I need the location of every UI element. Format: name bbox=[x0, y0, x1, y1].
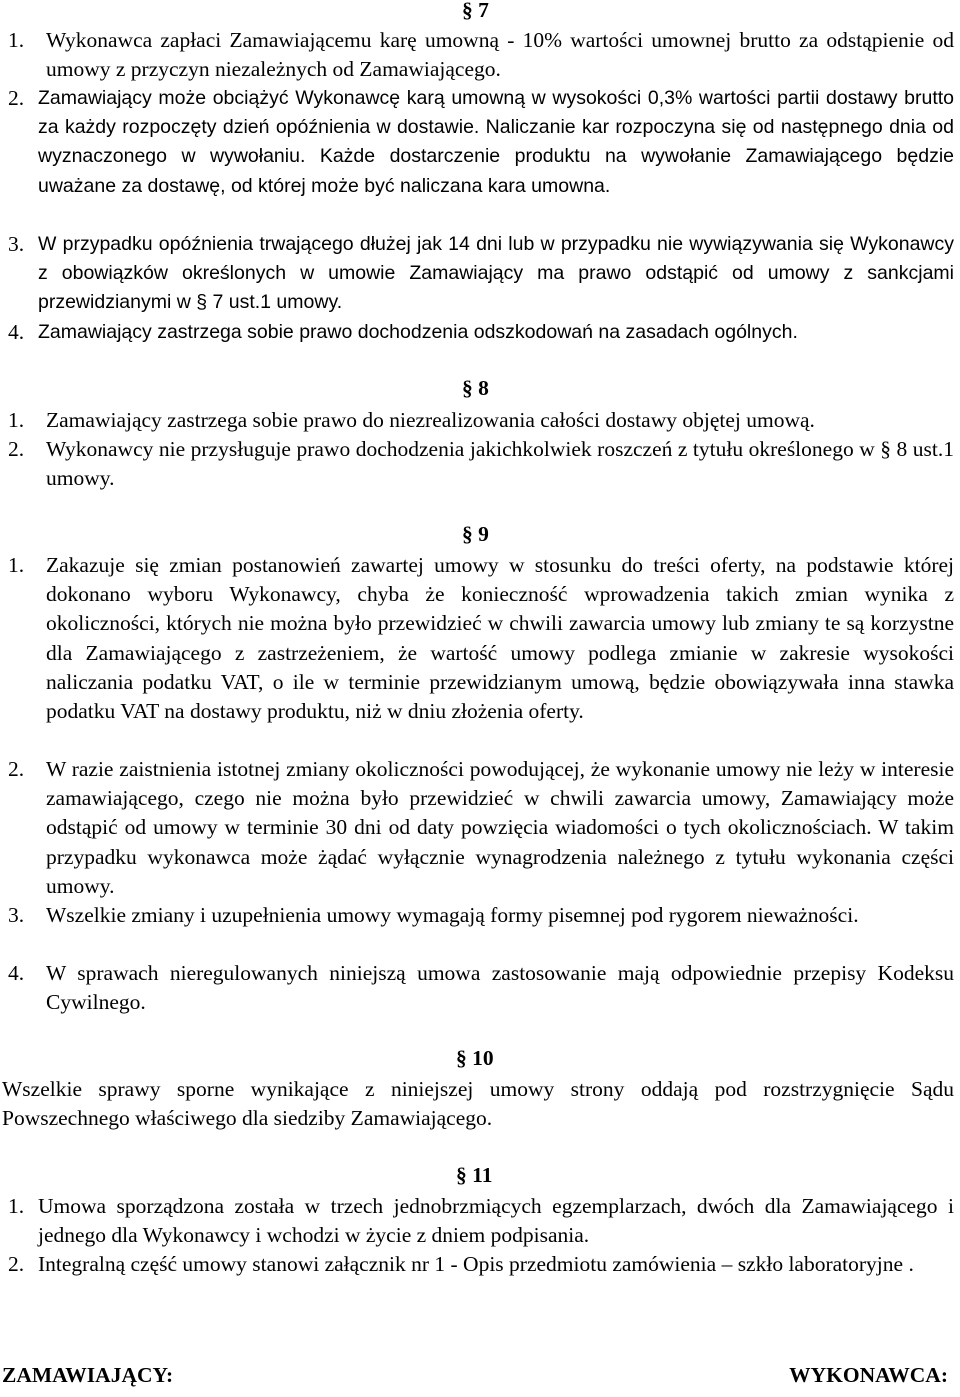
section-11-item-2 bbox=[8, 1250, 954, 1279]
section-7-item-3 bbox=[8, 230, 954, 318]
section-10-text: Wszelkie sprawy sporne wynikające z niniejszej umowy strony oddają pod rozstrzygnięcie Sądu Powszechnego właściwego dla siedziby Zamawiającego. bbox=[2, 1077, 954, 1131]
section-9-item-4 bbox=[8, 959, 954, 1017]
section-11-heading: § 11 bbox=[456, 1163, 493, 1187]
item-text: W przypadku opóźnienia trwającego dłużej jak 14 dni lub w przypadku nie wywiązywania się Wykonawcy z obowiązków określonych w umowie Zamawiający ma prawo odstąpić od umowy z sankcjami przewidzianymi w § 7 ust.1 umowy. bbox=[38, 233, 954, 314]
section-8-item-1 bbox=[8, 406, 954, 435]
section-9-item-1 bbox=[8, 551, 954, 726]
item-text: Umowa sporządzona została w trzech jednobrzmiących egzemplarzach, dwóch dla Zamawiającego i jednego dla Wykonawcy i wchodzi w życie z dniem podpisania. bbox=[38, 1194, 954, 1248]
item-number: 2. bbox=[8, 437, 25, 461]
section-9-heading: § 9 bbox=[462, 522, 489, 546]
signature-label-left: ZAMAWIAJĄCY: bbox=[2, 1363, 174, 1387]
item-text: Zakazuje się zmian postanowień zawartej umowy w stosunku do treści oferty, na podstawie której dokonano wyboru Wykonawcy, chyba że konieczność wprowadzenia takich zmian wynika z okoliczności, których nie można było przewidzieć w chwili zawarcia umowy lub zmiany te są korzystne dla Zamawiającego z zastrzeżeniem, że wartość umowy podlega zmianie w zakresie wysokości naliczania podatku VAT, o ile w terminie przewidzianym umową, będzie obowiązywała inna stawka podatku VAT na dostawy produktu, niż w dniu złożenia oferty. bbox=[46, 553, 954, 724]
section-7-heading: § 7 bbox=[462, 0, 489, 22]
section-9-item-3 bbox=[8, 901, 954, 930]
item-number: 4. bbox=[8, 320, 25, 344]
signature-block bbox=[2, 1363, 948, 1388]
section-7-item-2 bbox=[8, 84, 954, 201]
item-text: Wykonawcy nie przysługuje prawo dochodzenia jakichkolwiek roszczeń z tytułu określonego w § 8 ust.1 umowy. bbox=[46, 437, 954, 491]
item-number: 1. bbox=[8, 553, 25, 577]
section-10-heading: § 10 bbox=[456, 1046, 494, 1070]
item-number: 2. bbox=[8, 757, 25, 781]
item-number: 1. bbox=[8, 408, 25, 432]
item-text: Wszelkie zmiany i uzupełnienia umowy wymagają formy pisemnej pod rygorem nieważności. bbox=[46, 903, 859, 927]
section-11-item-1 bbox=[8, 1192, 954, 1250]
item-number: 2. bbox=[8, 86, 25, 110]
section-8-item-2 bbox=[8, 435, 954, 493]
item-text: W razie zaistnienia istotnej zmiany okoliczności powodującej, że wykonanie umowy nie leży w interesie zamawiającego, czego nie można było przewidzieć w chwili zawarcia umowy, Zamawiający może odstąpić od umowy w terminie 30 dni od daty powzięcia wiadomości o tych okolicznościach. W takim przypadku wykonawca może żądać wyłącznie wynagrodzenia należnego z tytułu wykonania części umowy. bbox=[46, 757, 954, 898]
item-text: Integralną część umowy stanowi załącznik nr 1 - Opis przedmiotu zamówienia – szkło laboratoryjne . bbox=[38, 1252, 914, 1276]
item-number: 1. bbox=[8, 1194, 25, 1218]
item-number: 4. bbox=[8, 961, 25, 985]
section-8-heading: § 8 bbox=[462, 376, 489, 400]
section-7-item-1 bbox=[8, 26, 954, 84]
item-text: W sprawach nieregulowanych niniejszą umowa zastosowanie mają odpowiednie przepisy Kodeksu Cywilnego. bbox=[46, 961, 954, 1015]
signature-label-right: WYKONAWCA: bbox=[789, 1363, 948, 1387]
section-9-item-2 bbox=[8, 755, 954, 901]
item-number: 1. bbox=[8, 28, 25, 52]
item-text: Zamawiający może obciążyć Wykonawcę karą umowną w wysokości 0,3% wartości partii dostawy brutto za każdy rozpoczęty dzień opóźnienia w dostawie. Naliczanie kar rozpoczyna się od następnego dnia od wyznaczonego w wywołaniu. Każde dostarczenie produktu na wywołanie Zamawiającego będzie uważane za dostawę, od której może być naliczana kara umowna. bbox=[38, 87, 954, 197]
section-7-item-4 bbox=[8, 318, 954, 347]
item-text: Wykonawca zapłaci Zamawiającemu karę umowną - 10% wartości umownej brutto za odstąpienie od umowy z przyczyn niezależnych od Zamawiającego. bbox=[46, 28, 954, 82]
item-number: 2. bbox=[8, 1252, 25, 1276]
item-number: 3. bbox=[8, 232, 25, 256]
item-text: Zamawiający zastrzega sobie prawo dochodzenia odszkodowań na zasadach ogólnych. bbox=[38, 321, 798, 343]
item-text: Zamawiający zastrzega sobie prawo do niezrealizowania całości dostawy objętej umową. bbox=[46, 408, 815, 432]
item-number: 3. bbox=[8, 903, 25, 927]
